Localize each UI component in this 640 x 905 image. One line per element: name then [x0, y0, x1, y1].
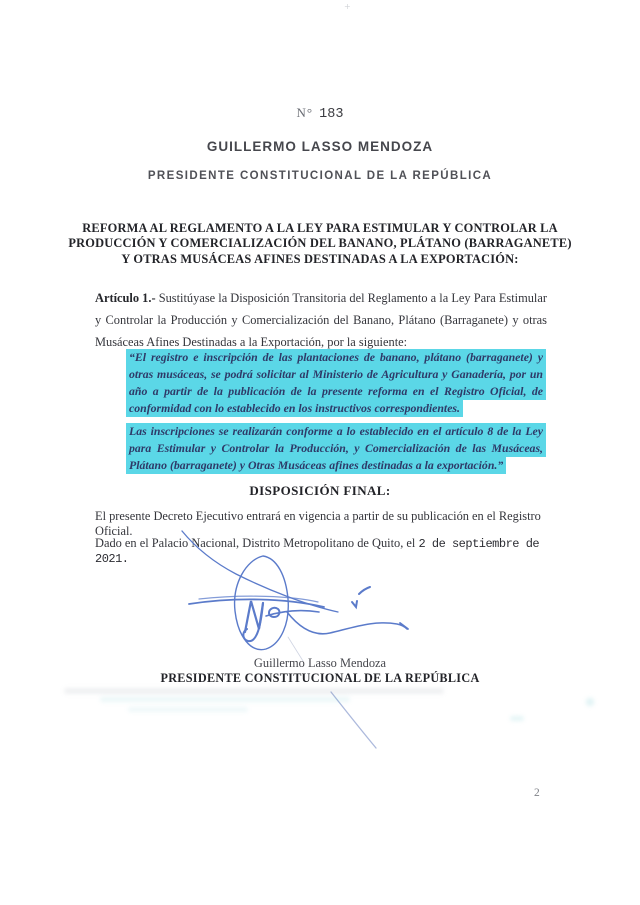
decree-title-line-2: PRODUCCIÓN Y COMERCIALIZACIÓN DEL BANANO, PLÁTANO (BARRAGANETE)	[68, 236, 572, 251]
president-title-heading: PRESIDENTE CONSTITUCIONAL DE LA REPÚBLICA	[147, 170, 493, 182]
dateline-date: 2 de septiembre de 2021.	[95, 537, 540, 566]
final-disposition-heading: DISPOSICIÓN FINAL:	[249, 483, 391, 498]
bleedthrough-smudge	[128, 707, 248, 712]
dateline-prefix: Dado en el Palacio Nacional, Distrito Metropolitano de Quito, el	[95, 536, 416, 550]
bleedthrough-smudge	[100, 697, 350, 702]
document-number	[0, 105, 640, 122]
decree-title	[45, 221, 595, 267]
decree-title-line-1: REFORMA AL REGLAMENTO A LA LEY PARA ESTIMULAR Y CONTROLAR LA	[82, 221, 558, 235]
scan-registration-mark: +	[344, 2, 351, 11]
highlight-marker: Las inscripciones se realizarán conforme a lo establecido en el artículo 8 de la Ley para Estimular y Controlar la Producción, y Comercialización de las Musáceas, Plátano (barraganete) y Otras Musáceas afines destinadas a la exportación.”	[126, 423, 546, 474]
highlight-marker: “El registro e inscripción de las plantaciones de banano, plátano (barraganete) y otras musáceas, se podrá solicitar al Ministerio de Agricultura y Ganadería, por un año a partir de la publicación de la presente reforma en el Registro Oficial, de conformidad con lo establecido en los instructivos correspondientes.	[126, 349, 546, 417]
article-1-label: Artículo 1.-	[95, 291, 156, 305]
document-number-value: 183	[319, 107, 344, 122]
article-1-text: Sustitúyase la Disposición Transitoria del Reglamento a la Ley Para Estimular y Controlar la Producción y Comercialización del Banano, Plátano (Barraganete) y otras Musáceas Afines Destinadas a la Exportación, por la siguiente:	[95, 291, 547, 349]
article-1-paragraph	[95, 288, 547, 353]
document-number-label: N°	[296, 105, 314, 120]
bleedthrough-smudge	[510, 716, 524, 721]
dateline	[95, 536, 565, 566]
signer-name: Guillermo Lasso Mendoza	[253, 656, 387, 670]
page-number: 2	[534, 787, 540, 799]
decree-title-line-3: Y OTRAS MUSÁCEAS AFINES DESTINADAS A LA EXPORTACIÓN:	[121, 251, 519, 266]
bleedthrough-smudge	[64, 688, 444, 694]
president-name-heading: GUILLERMO LASSO MENDOZA	[206, 139, 434, 154]
signer-title: PRESIDENTE CONSTITUCIONAL DE LA REPÚBLICA	[160, 671, 480, 685]
highlighted-quote-1	[126, 349, 546, 417]
bleedthrough-smudge	[586, 698, 594, 706]
highlighted-quote-2	[126, 423, 546, 474]
final-disposition-paragraph: El presente Decreto Ejecutivo entrará en vigencia a partir de su publicación en el Registro Oficial.	[95, 509, 541, 538]
